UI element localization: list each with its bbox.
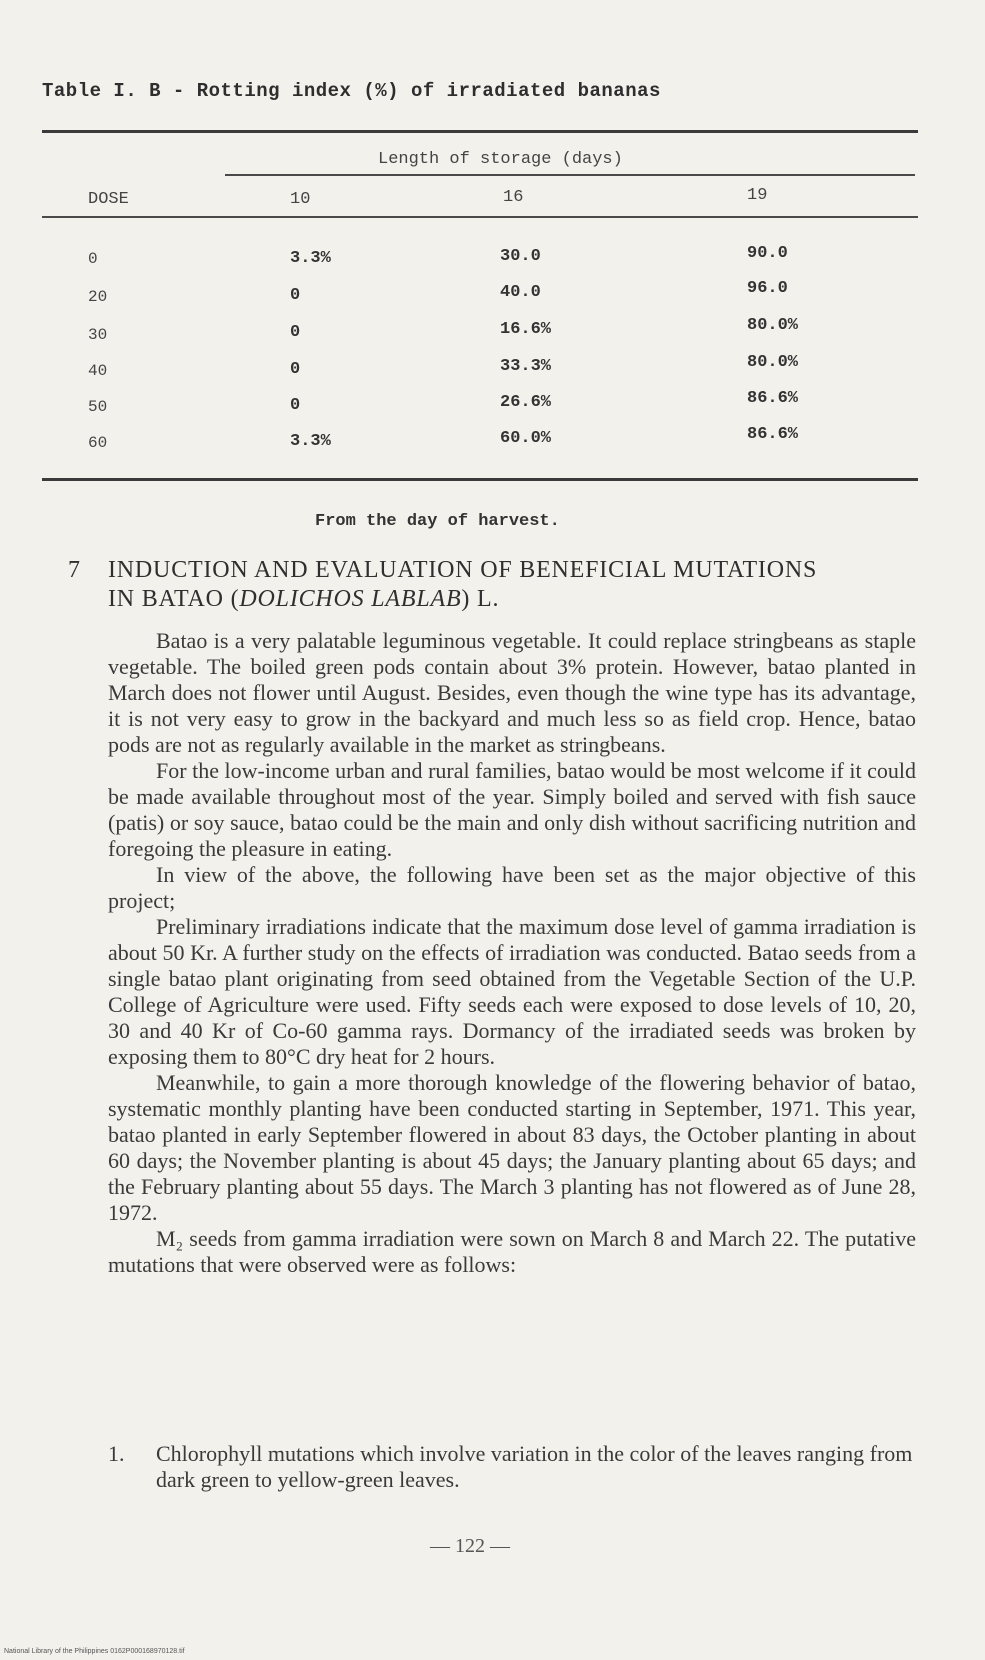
paragraph: In view of the above, the following have been set as the major objective of this project; bbox=[108, 862, 916, 913]
section-title bbox=[108, 556, 928, 614]
paragraph: Batao is a very palatable leguminous vegetable. It could replace stringbeans as staple vegetable. The boiled green pods contain about 3% protein. However, batao planted in March does not flower until August. Besides, even though the wine type has its advantage, it is not very easy to grow in the backyard and much less so as field crop. Hence, batao pods are not as regularly available in the market as stringbeans. bbox=[108, 628, 916, 757]
table-title: Table I. B - Rotting index (%) of irradiated bananas bbox=[42, 80, 661, 102]
row-dose: 0 bbox=[88, 250, 98, 268]
section-title-line1: INDUCTION AND EVALUATION OF BENEFICIAL MUTATIONS bbox=[108, 557, 818, 583]
table-cell: 86.6% bbox=[747, 389, 799, 408]
table-cell: 80.0% bbox=[747, 353, 799, 372]
section-title-prefix: IN BATAO ( bbox=[108, 586, 240, 612]
storage-header: Length of storage (days) bbox=[378, 150, 623, 169]
table-footnote: From the day of harvest. bbox=[315, 512, 560, 531]
row-dose: 40 bbox=[88, 362, 108, 380]
table-cell: 0 bbox=[290, 396, 301, 415]
row-dose: 20 bbox=[88, 288, 108, 306]
row-dose: 30 bbox=[88, 326, 108, 344]
table-cell: 3.3% bbox=[290, 249, 331, 268]
col-header-10: 10 bbox=[290, 190, 311, 209]
list-item-number: 1. bbox=[108, 1441, 125, 1466]
table-cell: 16.6% bbox=[500, 320, 552, 339]
table-cell: 33.3% bbox=[500, 357, 552, 376]
section-title-line2 bbox=[108, 585, 928, 614]
list-item-text: Chlorophyll mutations which involve variation in the color of the leaves ranging from dark green to yellow-green leaves. bbox=[156, 1441, 913, 1492]
table-cell: 80.0% bbox=[747, 316, 799, 335]
row-dose: 50 bbox=[88, 398, 108, 416]
table-cell: 3.3% bbox=[290, 432, 331, 451]
table-cell: 0 bbox=[290, 323, 301, 342]
dose-header: DOSE bbox=[88, 190, 129, 209]
row-dose: 60 bbox=[88, 434, 108, 452]
table-bottom-rule bbox=[42, 478, 918, 481]
table-cell: 40.0 bbox=[500, 283, 541, 302]
section-title-species: DOLICHOS LABLAB bbox=[239, 586, 462, 612]
scan-footer: National Library of the Philippines 0162P000168970128.tif bbox=[4, 1648, 185, 1655]
table-cell: 96.0 bbox=[747, 279, 788, 298]
table-cell: 60.0% bbox=[500, 429, 552, 448]
table-cell: 30.0 bbox=[500, 247, 541, 266]
list-item bbox=[108, 1441, 916, 1493]
section-title-suffix: ) L. bbox=[461, 586, 500, 612]
table-cell: 26.6% bbox=[500, 393, 552, 412]
header-bottom-rule bbox=[42, 216, 918, 218]
body-text bbox=[108, 628, 916, 1278]
col-header-19: 19 bbox=[747, 186, 768, 205]
table-top-rule bbox=[42, 130, 918, 133]
paragraph: Meanwhile, to gain a more thorough knowledge of the flowering behavior of batao, systematic monthly planting have been conducted starting in September, 1971. This year, batao planted in early September flowered in about 83 days, the October planting in about 60 days; the November planting is about 45 days; the January planting about 65 days; and the February planting about 55 days. The March 3 planting has not flowered as of June 28, 1972. bbox=[108, 1070, 916, 1225]
paragraph: For the low-income urban and rural families, batao would be most welcome if it could be made available throughout most of the year. Simply boiled and served with fish sauce (patis) or soy sauce, batao could be the main and only dish without sacrificing nutrition and foregoing the pleasure in eating. bbox=[108, 758, 916, 861]
col-header-16: 16 bbox=[503, 188, 524, 207]
storage-header-rule bbox=[225, 174, 915, 176]
table-cell: 0 bbox=[290, 360, 301, 379]
table-cell: 90.0 bbox=[747, 244, 788, 263]
paragraph: Preliminary irradiations indicate that the maximum dose level of gamma irradiation is about 50 Kr. A further study on the effects of irradiation was conducted. Batao seeds from a single batao plant originating from seed obtained from the Vegetable Section of the U.P. College of Agriculture were used. Fifty seeds each were exposed to dose levels of 10, 20, 30 and 40 Kr of Co-60 gamma rays. Dormancy of the irradiated seeds was broken by exposing them to 80°C dry heat for 2 hours. bbox=[108, 914, 916, 1069]
table-cell: 86.6% bbox=[747, 425, 799, 444]
section-number: 7 bbox=[68, 557, 81, 583]
paragraph: M₂ seeds from gamma irradiation were sown on March 8 and March 22. The putative mutations that were observed were as follows: bbox=[108, 1226, 916, 1277]
page-number: — 122 — bbox=[430, 1535, 510, 1557]
table-cell: 0 bbox=[290, 286, 301, 305]
